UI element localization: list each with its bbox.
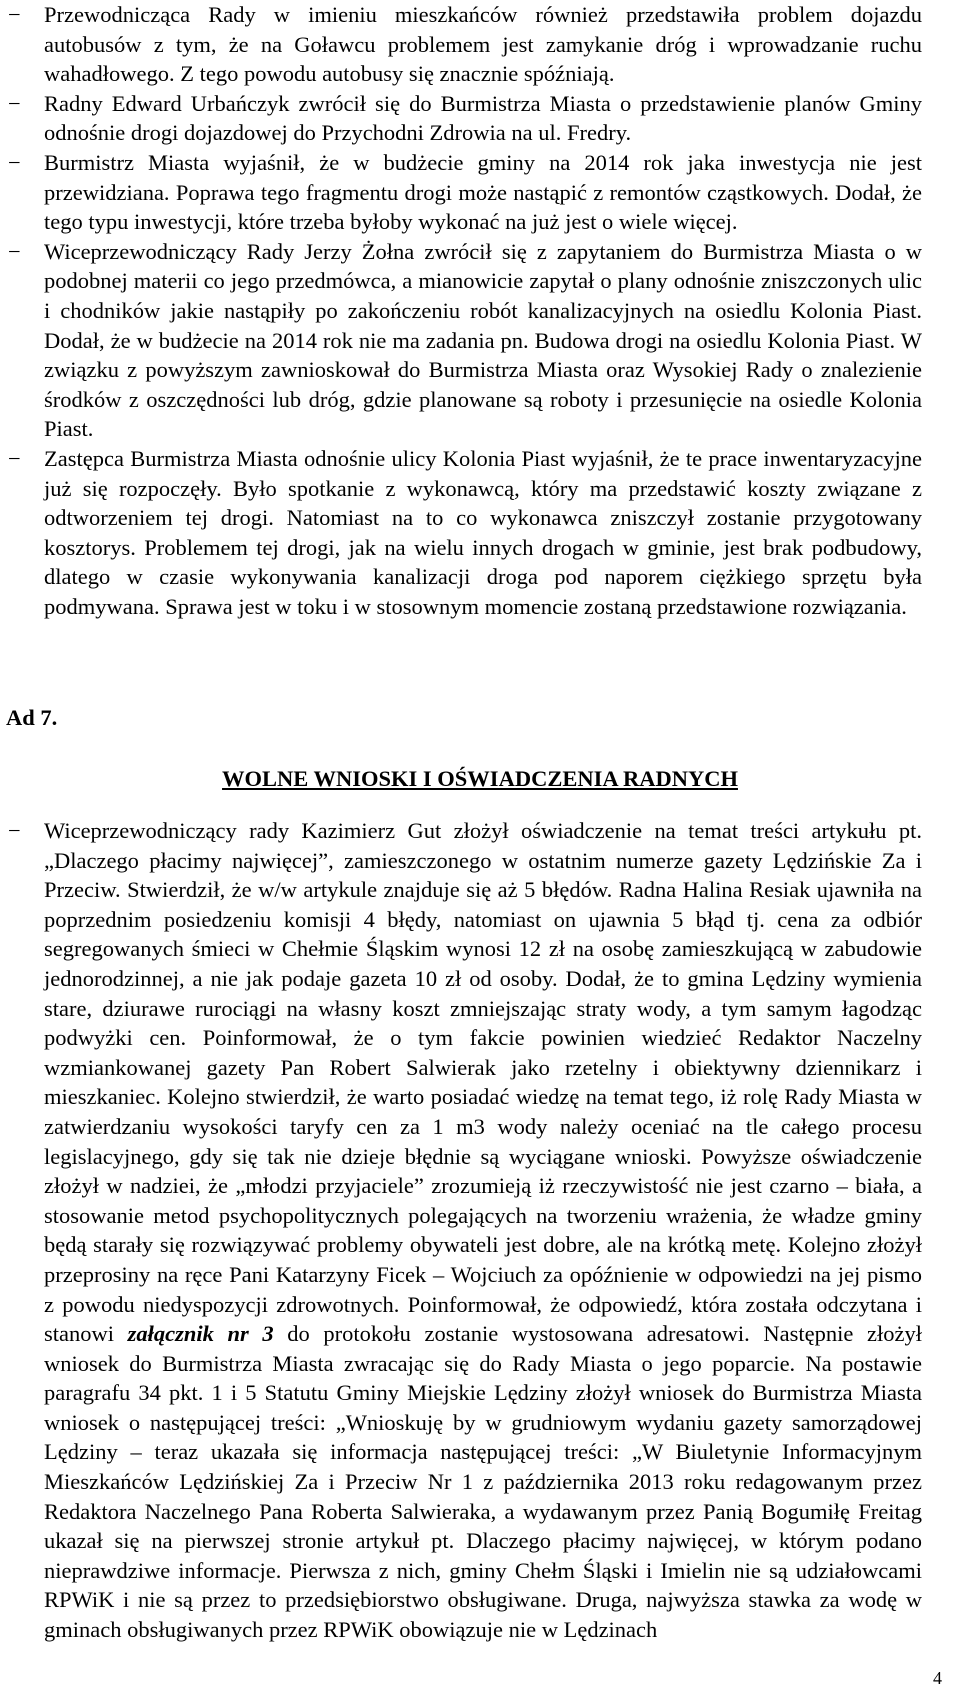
bullet-dash: − [8,238,21,264]
list-item [0,444,960,622]
list-item [0,0,960,89]
list-item [0,148,960,237]
section-number: Ad 7. [6,705,58,730]
bullet-dash: − [8,149,21,175]
bullet-dash: − [8,2,21,27]
page-number: 4 [933,1668,942,1688]
paragraph-text: Radny Edward Urbańczyk zwrócił się do Burmistrza Miasta o przedstawienie planów Gminy odnośnie drogi dojazdowej do Przychodni Zdrowia na ul. Fredry. [44,90,922,146]
paragraph-text: Burmistrz Miasta wyjaśnił, że w budżecie gminy na 2014 rok jaka inwestycja nie jest przewidziana. Poprawa tego fragmentu drogi może nastąpić z remontów cząstkowych. Dodał, że tego typu inwestycji, które trzeba byłoby wykonać na już jest o wiele więcej. [44,149,922,235]
paragraph-text-continued: do protokołu zostanie wystosowana adresatowi. Następnie złożył wniosek do Burmistrza Miasta zwracając się do Rady Miasta o jego poparcie. Na postawie paragrafu 34 pkt. 1 i 5 Statutu Gminy Miejskie Lędziny złożył wniosek do Burmistrza Miasta wniosek o następującej treści: „Wnioskuję by w grudniowym wydaniu gazety samorządowej Lędziny – teraz ukazała się informacja następującej treści: „W Biuletynie Informacyjnym Mieszkańców Lędzińskiej Za i Przeciw Nr 1 z października 2013 roku redagowanym przez Redaktora Naczelnego Pana Roberta Salwieraka, a wydawanym przez Panią Bogumiłę Freitag ukazał się na pierwszej stronie artykuł pt. Dlaczego płacimy najwięcej, w którym podano nieprawdziwe informacje. Pierwsza z nich, gminy Chełm Śląski i Imielin nie są udziałowcami RPWiK i nie są przez to przedsiębiorstwo obsługiwane. Druga, najwyższa stawka za wodę w gminach obsługiwanych przez RPWiK obowiązuje nie w Lędzinach [44,1321,922,1643]
section-heading: WOLNE WNIOSKI I OŚWIADCZENIA RADNYCH [222,766,738,791]
paragraph-text: Wiceprzewodniczący Rady Jerzy Żołna zwrócił się z zapytaniem do Burmistrza Miasta o w podobnej materii co jego przedmówca, a mianowicie zapytał o plany odnośnie zniszczonych ulic i chodników jakie nastąpiły po zakończeniu robót kanalizacyjnych na osiedlu Kolonia Piast. Dodał, że w budżecie na 2014 rok nie ma zadania pn. Budowa drogi na osiedlu Kolonia Piast. W związku z powyższym zawnioskował do Burmistrza Miasta oraz Wysokiej Rady o znalezienie środków z oszczędności lub dróg, gdzie planowane są roboty i przesunięcie na osiedle Kolonia Piast. [44,238,922,442]
annex-reference: załącznik nr 3 [127,1321,274,1347]
bullet-dash: − [8,818,21,843]
paragraph-text: Wiceprzewodniczący rady Kazimierz Gut złożył oświadczenie na temat treści artykułu pt. „Dlaczego płacimy najwięcej”, zamieszczonego w ostatnim numerze gazety Lędzińskie Za i Przeciw. Stwierdził, że w/w artykule znajduje się aż 5 błędów. Radna Halina Resiak ujawniła na poprzednim posiedzeniu komisji 4 błędy, natomiast on ujawnia 5 błąd tj. cena za odbiór segregowanych śmieci w Chełmie Śląskim wynosi 12 zł na osobę zamieszkującą w zabudowie jednorodzinnej, a nie jak podaje gazeta 10 zł od osoby. Dodał, że to gmina Lędziny wymienia stare, dziurawe rurociągi na własny koszt zmniejszając straty wody, a tym samym łagodząc podwyżki cen. Poinformował, że o tym fakcie powinien wiedzieć Redaktor Naczelny wzmiankowanej gazety Pan Robert Salwierak jako rzetelny i obiektywny dziennikarz i mieszkaniec. Kolejno stwierdził, że warto posiadać wiedzę na temat tego, iż rolę Rady Miasta w zatwierdzaniu wysokości taryfy cen za 1 m3 wody należy oceniać na tle całego procesu legislacyjnego, gdy się tak nie dzieje błędnie są wyciągane wnioski. Powyższe oświadczenie złożył w nadziei, że „młodzi przyjaciele” zrozumieją iż rzeczywistość nie jest czarno – biała, a stosowanie metod psychopolitycznych polegających na tworzeniu wrażenia, że władze gminy będą starały się rozwiązywać problemy obywateli jest dobre, ale na krótką metę. Kolejno złożył przeprosiny na ręce Pani Katarzyny Ficek – Wojciuch za opóźnienie w odpowiedzi na jej pismo z powodu niedyspozycji zdrowotnych. Poinformował, że odpowiedź, która została odczytana i stanowi [44,818,922,1347]
list-item [0,816,960,1645]
top-items [0,0,960,621]
paragraph-text: Zastępca Burmistrza Miasta odnośnie ulicy Kolonia Piast wyjaśnił, że te prace inwentaryzacyjne już się rozpoczęły. Było spotkanie z wykonawcą, który ma przedstawić koszty związane z odtworzeniem tej drogi. Natomiast na to co wykonawca zniszczył zostanie przygotowany kosztorys. Problemem tej drogi, jak na wielu innych drogach w gminie, jest brak podbudowy, dlatego w czasie wykonywania kanalizacji droga pod naporem ciężkiego sprzętu była podmywana. Sprawa jest w toku i w stosownym momencie zostaną przedstawione rozwiązania. [44,445,922,619]
bullet-dash: − [8,445,21,471]
paragraph-text: Przewodnicząca Rady w imieniu mieszkańców również przedstawiła problem dojazdu autobusów z tym, że na Goławcu problemem jest zamykanie dróg i wprowadzanie ruchu wahadłowego. Z tego powodu autobusy się znacznie spóźniają. [44,2,922,87]
list-item [0,89,960,148]
bullet-dash: − [8,90,21,116]
list-item [0,237,960,444]
bottom-items [0,816,960,1645]
